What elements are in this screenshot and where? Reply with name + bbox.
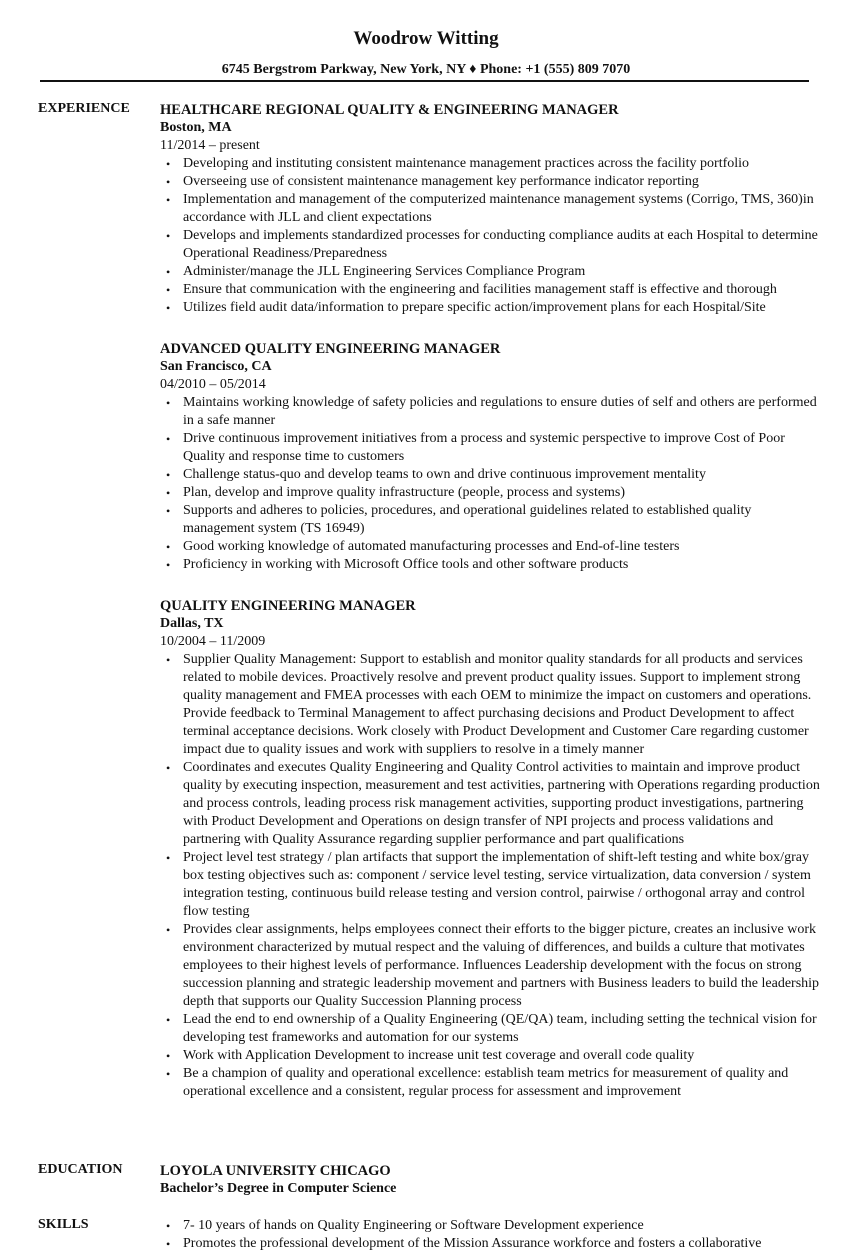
job-location: San Francisco, CA: [160, 359, 272, 374]
education-heading: EDUCATION: [38, 1162, 123, 1177]
bullet-item: • Supplier Quality Management: Support to establish and monitor quality standards for all products and services related to mobile devices. Proactively resolve and prevent product quality issues. Support to implement strong quality management and FMEA processes with each OEM to minimize the impact on customers and operations. Provide feedback to Terminal Management to affect purchasing decisions and Product Development to affect terminal acceptance decisions. Work closely with Product Development and Customer Care regarding customer impact due to quality issues and work with suppliers to resolve in a timely manner: [160, 651, 820, 759]
bullet-item: • Lead the end to end ownership of a Quality Engineering (QE/QA) team, including setting the technical vision for developing test frameworks and automation for our systems: [160, 1011, 820, 1047]
bullet-item: • Supports and adheres to policies, procedures, and operational guidelines related to established quality management system (TS 16949): [160, 502, 820, 538]
bullet-item: • Develops and implements standardized processes for conducting compliance audits at each Hospital to determine Operational Readiness/Preparedness: [160, 227, 820, 263]
job-dates: 11/2014 – present: [160, 138, 260, 153]
bullet-item: • Utilizes field audit data/information to prepare specific action/improvement plans for each Hospital/Site: [160, 299, 820, 317]
experience-heading: EXPERIENCE: [38, 101, 130, 116]
bullet-item: • Maintains working knowledge of safety policies and regulations to ensure duties of self and others are performed in a safe manner: [160, 394, 820, 430]
job-bullets: [160, 394, 820, 574]
header-divider: [40, 80, 809, 82]
job-entry: [160, 101, 820, 317]
job-location: Dallas, TX: [160, 616, 224, 631]
bullet-item: • Ensure that communication with the engineering and facilities management staff is effective and thorough: [160, 281, 820, 299]
job-title: HEALTHCARE REGIONAL QUALITY & ENGINEERING MANAGER: [160, 102, 619, 118]
education-section: [160, 1162, 820, 1198]
bullet-item: • Drive continuous improvement initiatives from a process and systemic perspective to improve Cost of Poor Quality and response time to customers: [160, 430, 820, 466]
bullet-item: • Provides clear assignments, helps employees connect their efforts to the bigger picture, creates an inclusive work environment characterized by mutual respect and the valuing of differences, and builds a culture that motivates employees to their highest levels of performance. Influences Leadership development with the focus on strong succession planning and strategic leadership movement and partners with Business leaders to build the leadership depth that supports our Quality Succession Planning process: [160, 921, 820, 1011]
bullet-item: • Overseeing use of consistent maintenance management key performance indicator reporting: [160, 173, 820, 191]
bullet-item: • Plan, develop and improve quality infrastructure (people, process and systems): [160, 484, 820, 502]
bullet-item: • Be a champion of quality and operational excellence: establish team metrics for measurement of quality and operational excellence and a consistent, regular process for assessment and improvement: [160, 1065, 820, 1101]
job-entry: [160, 340, 820, 574]
job-location: Boston, MA: [160, 120, 232, 135]
school-name: LOYOLA UNIVERSITY CHICAGO: [160, 1163, 391, 1179]
job-bullets: [160, 651, 820, 1101]
bullet-item: • Work with Application Development to increase unit test coverage and overall code quality: [160, 1047, 820, 1065]
bullet-item: • Project level test strategy / plan artifacts that support the implementation of shift-left testing and white box/gray box testing objectives such as: component / service level testing, service virtualization, data conversion / system integration testing, continuous build release testing and version control, pairwise / orthogonal array and control flow testing: [160, 849, 820, 921]
candidate-name: Woodrow Witting: [353, 28, 499, 49]
degree: Bachelor’s Degree in Computer Science: [160, 1181, 397, 1196]
job-entry: [160, 597, 820, 1101]
bullet-item: • Developing and instituting consistent maintenance management practices across the facility portfolio: [160, 155, 820, 173]
job-dates: 04/2010 – 05/2014: [160, 377, 266, 392]
bullet-item: • Coordinates and executes Quality Engineering and Quality Control activities to maintain and improve product quality by executing inspection, measurement and test activities, partnering with Operations regarding production and process controls, leading process risk management activities, supporting product investigations, partnering with Product Development and Operations on design transfer of NPI projects and process validations and partnering with Quality Assurance regarding supplier performance and part qualifications: [160, 759, 820, 849]
skill-item: • Promotes the professional development of the Mission Assurance workforce and fosters a collaborative: [160, 1235, 820, 1253]
job-dates: 10/2004 – 11/2009: [160, 634, 266, 649]
bullet-item: • Challenge status-quo and develop teams to own and drive continuous improvement mentality: [160, 466, 820, 484]
job-title: ADVANCED QUALITY ENGINEERING MANAGER: [160, 341, 501, 357]
bullet-item: • Good working knowledge of automated manufacturing processes and End-of-line testers: [160, 538, 820, 556]
job-bullets: [160, 155, 820, 317]
bullet-item: • Proficiency in working with Microsoft Office tools and other software products: [160, 556, 820, 574]
skills-list: [160, 1217, 820, 1253]
experience-section: [160, 101, 820, 1124]
bullet-item: • Implementation and management of the computerized maintenance management systems (Corrigo, TMS, 360)in accordance with JLL and client expectations: [160, 191, 820, 227]
skills-heading: SKILLS: [38, 1217, 89, 1232]
contact-line: 6745 Bergstrom Parkway, New York, NY ♦ Phone: +1 (555) 809 7070: [221, 62, 631, 77]
job-title: QUALITY ENGINEERING MANAGER: [160, 598, 416, 614]
skills-section: [160, 1217, 820, 1253]
bullet-item: • Administer/manage the JLL Engineering Services Compliance Program: [160, 263, 820, 281]
skill-item: • 7- 10 years of hands on Quality Engineering or Software Development experience: [160, 1217, 820, 1235]
